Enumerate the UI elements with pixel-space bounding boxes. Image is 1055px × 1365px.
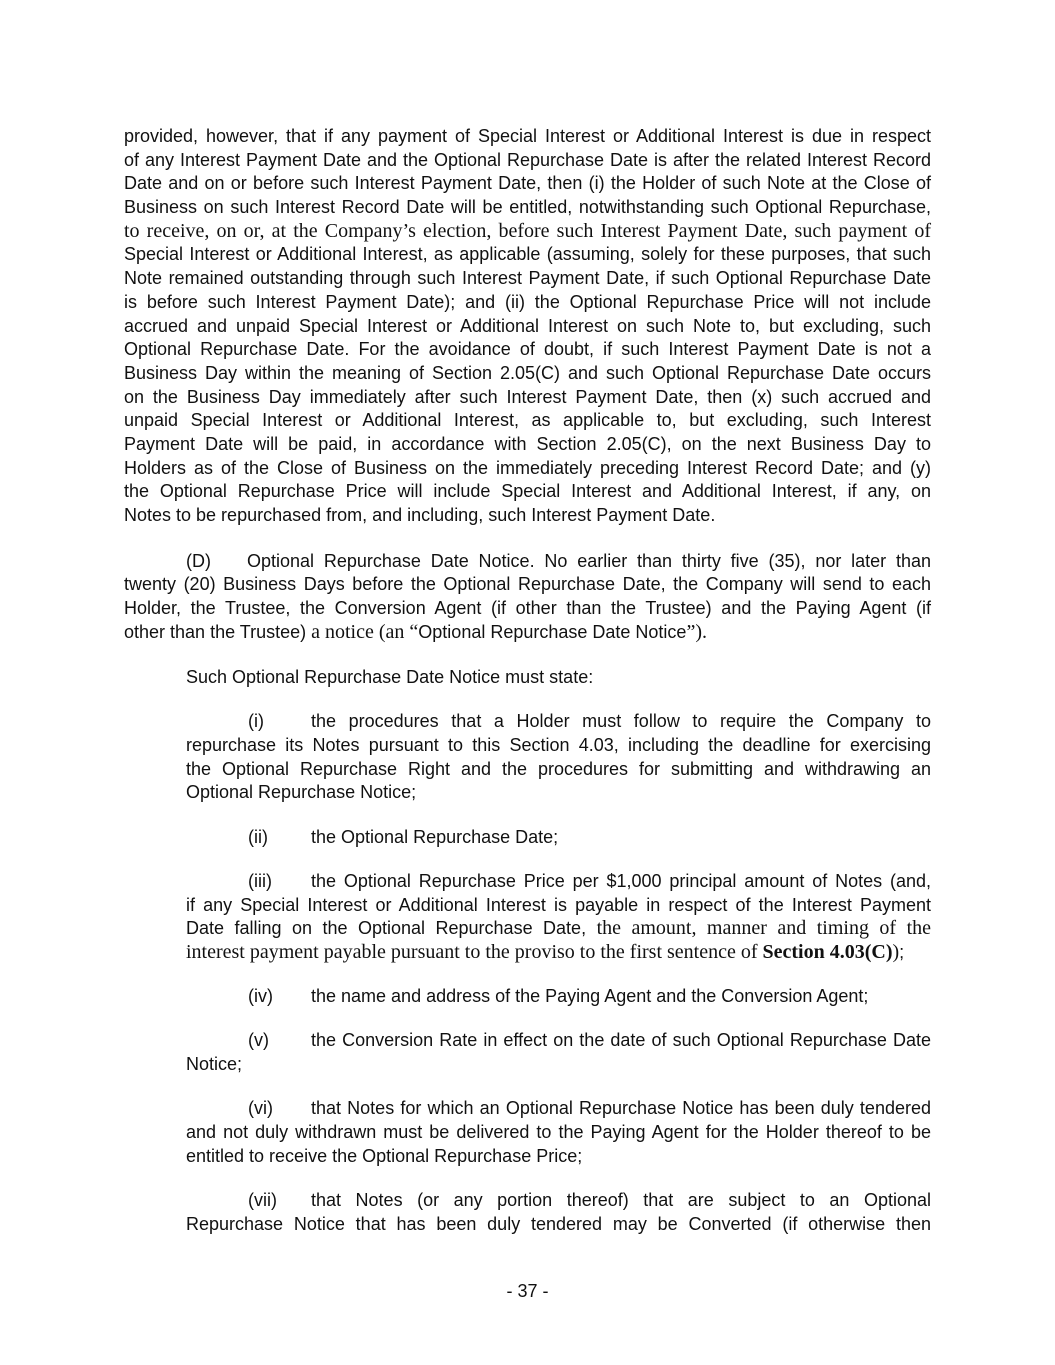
text-line: Optional Repurchase Notice; [186, 782, 417, 803]
list-item-iv [124, 985, 931, 1009]
line-text: the Optional Repurchase Date; [311, 826, 559, 847]
item-first-line [124, 1097, 931, 1121]
item-first-line [124, 710, 931, 734]
text-line: and not duly withdrawn must be delivered to the Paying Agent for the Holder thereof to be [186, 1122, 931, 1143]
text-line: Date and on or before such Interest Payment Date, then (i) the Holder of such Note at the Close of [124, 173, 931, 194]
text-line: Holders as of the Close of Business on the immediately preceding Interest Record Date; and (y) [124, 457, 931, 478]
item-label: (iv) [248, 986, 273, 1007]
section-reference: Section 4.03(C) [762, 940, 893, 963]
section-d-first-line [124, 550, 931, 574]
list-item-vi [124, 1097, 931, 1168]
item-first-line [124, 826, 931, 850]
line-text: the procedures that a Holder must follow to require the Company to [311, 711, 931, 732]
text-line: on the Business Day immediately after such Interest Payment Date, then (x) such accrued and [124, 386, 931, 407]
line-text: that Notes for which an Optional Repurchase Notice has been duly tendered [311, 1098, 931, 1119]
list-item-v [124, 1029, 931, 1076]
list-item-iii [124, 870, 931, 965]
item-first-line [124, 985, 931, 1009]
item-first-line [124, 1029, 931, 1053]
text-line: Notes to be repurchased from, and including, such Interest Payment Date. [124, 505, 716, 525]
text-line: Note remained outstanding through such Interest Payment Date, if such Optional Repurchase Date [124, 268, 931, 289]
text-line: accrued and unpaid Special Interest or Additional Interest on such Note to, but excluding, such [124, 315, 931, 336]
line-text: ”). [686, 620, 707, 643]
line-text: interest payment payable pursuant to the proviso to the first sentence of [186, 940, 763, 963]
text-line [124, 917, 931, 941]
text-line: the Optional Repurchase Right and the procedures for submitting and withdrawing an [186, 758, 931, 779]
list-item-ii [124, 826, 931, 850]
text-line: entitled to receive the Optional Repurchase Price; [186, 1145, 583, 1166]
text-line [124, 941, 931, 965]
text-line: to receive, on or, at the Company’s election, before such Interest Payment Date, such payment of [124, 219, 931, 242]
text-line: repurchase its Notes pursuant to this Section 4.03, including the deadline for exercising [186, 734, 931, 755]
intro-line: Such Optional Repurchase Date Notice must state: [186, 666, 594, 687]
list-item-vii [124, 1189, 931, 1236]
item-label: (i) [248, 711, 264, 732]
section-heading-text: Optional Repurchase Date Notice. No earlier than thirty five (35), nor later than [247, 550, 931, 571]
text-line: Notice; [186, 1054, 243, 1075]
item-label: (vii) [248, 1190, 277, 1211]
text-line: twenty (20) Business Days before the Optional Repurchase Date, the Company will send to each [124, 574, 931, 595]
text-line: provided, however, that if any payment of Special Interest or Additional Interest is due in respect [124, 126, 931, 146]
line-text: the amount, manner and timing of the [596, 917, 932, 940]
line-text: ) [892, 940, 900, 963]
defined-term: Optional Repurchase Date Notice [418, 621, 687, 642]
line-text: the Optional Repurchase Price per $1,000 principal amount of Notes (and, [311, 870, 931, 891]
item-label: (ii) [248, 826, 268, 847]
line-text: other than the Trustee) [124, 621, 312, 642]
text-line: unpaid Special Interest or Additional Interest, as applicable to, but excluding, such Interest [124, 410, 931, 431]
text-line: Optional Repurchase Date. For the avoidance of doubt, if such Interest Payment Date is not a [124, 339, 931, 360]
section-d-paragraph [124, 550, 931, 645]
text-line: Holder, the Trustee, the Conversion Agent (if other than the Trustee) and the Paying Agent (if [124, 598, 931, 619]
text-line: Repurchase Notice that has been duly tendered may be Converted (if otherwise then [186, 1213, 931, 1234]
line-text: the name and address of the Paying Agent and the Conversion Agent; [311, 986, 869, 1007]
line-text: ; [899, 941, 905, 962]
text-line: if any Special Interest or Additional Interest is payable in respect of the Interest Payment [186, 894, 931, 915]
proviso-paragraph [124, 125, 931, 528]
section-label: (D) [186, 550, 211, 571]
text-line [124, 621, 931, 645]
page-number: - 37 - [506, 1281, 549, 1301]
item-first-line [124, 870, 931, 894]
line-text: a notice (an “ [311, 620, 419, 643]
line-text: the Conversion Rate in effect on the date of such Optional Repurchase Date [311, 1030, 931, 1051]
list-item-i [124, 710, 931, 805]
item-label: (v) [248, 1030, 269, 1051]
line-text: that Notes (or any portion thereof) that are subject to an Optional [311, 1190, 931, 1211]
page-body [124, 125, 931, 1236]
text-line: of any Interest Payment Date and the Optional Repurchase Date is after the related Interest Record [124, 149, 931, 170]
line-text: Date falling on the Optional Repurchase Date, [186, 918, 597, 939]
item-first-line [124, 1189, 931, 1213]
text-line: the Optional Repurchase Price will include Special Interest and Additional Interest, if any, on [124, 481, 931, 502]
item-label: (iii) [248, 870, 272, 891]
text-line: Payment Date will be paid, in accordance with Section 2.05(C), on the next Business Day to [124, 433, 931, 454]
item-label: (vi) [248, 1098, 273, 1119]
text-line: Special Interest or Additional Interest, as applicable (assuming, solely for these purposes, that such [124, 244, 931, 265]
notice-intro-paragraph [124, 666, 931, 690]
text-line: Business on such Interest Record Date will be entitled, notwithstanding such Optional Repurchase, [124, 197, 931, 218]
text-line: Business Day within the meaning of Section 2.05(C) and such Optional Repurchase Date occurs [124, 362, 931, 383]
text-line: is before such Interest Payment Date); and (ii) the Optional Repurchase Price will not include [124, 291, 931, 312]
